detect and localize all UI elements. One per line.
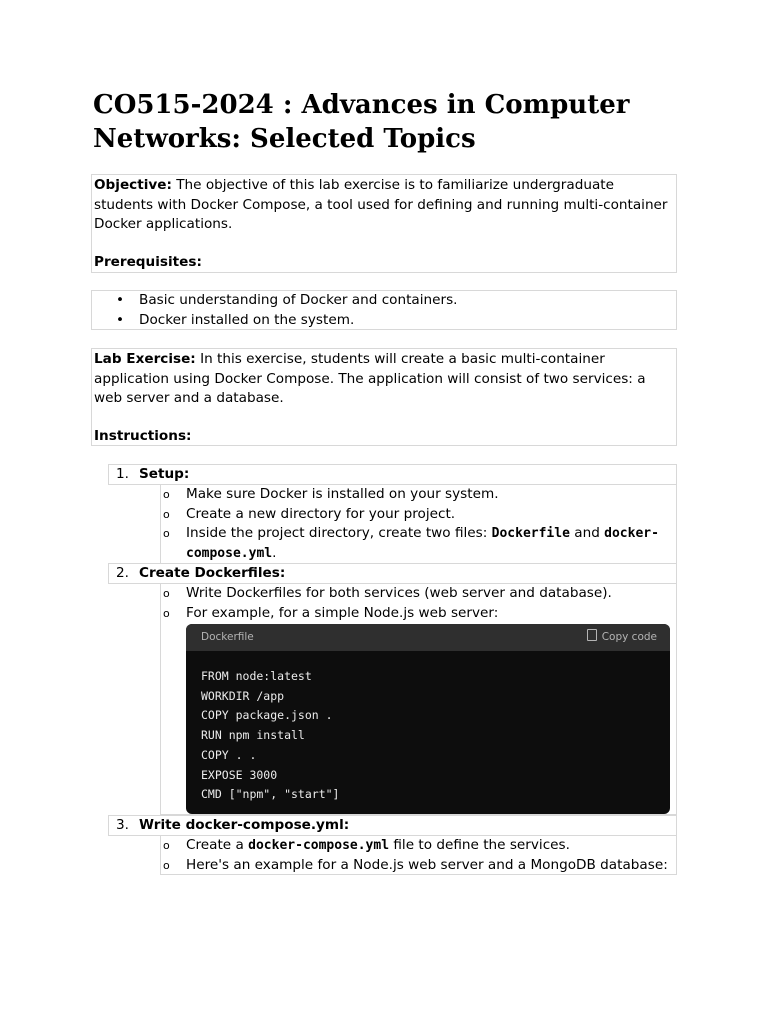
step-title: Setup: <box>139 466 190 482</box>
bullet-icon: • <box>116 311 125 328</box>
code-line: CMD ["npm", "start"] <box>201 787 340 802</box>
bullet-icon: • <box>116 292 125 308</box>
prerequisites-label: Prerequisites: <box>94 253 202 270</box>
code-content <box>186 651 670 805</box>
step-create-dockerfiles <box>108 563 677 584</box>
code-header <box>186 624 670 651</box>
sub-bullet-icon: o <box>163 839 170 852</box>
step-number: 3. <box>116 817 129 833</box>
code-block <box>186 624 670 814</box>
lab-exercise-text: In this exercise, students will create a basic multi-container application using Docker Compose. The application will consist of two services: a web server and a database. <box>94 351 646 407</box>
list-item: o Create a docker-compose.yml file to define the services. <box>161 836 676 856</box>
sub-bullet-icon: o <box>163 527 170 541</box>
list-item: o Here's an example for a Node.js web server and a MongoDB database: <box>161 856 676 876</box>
code-line: COPY . . <box>201 747 257 762</box>
step-setup-items <box>160 484 677 564</box>
objective-section <box>91 174 677 273</box>
step-title: Create Dockerfiles: <box>139 565 286 581</box>
page-title: CO515-2024 : Advances in Computer Networks: Selected Topics <box>93 90 630 154</box>
lab-exercise-section <box>91 348 677 446</box>
lab-exercise-paragraph <box>92 349 676 409</box>
sub-bullet-icon: o <box>163 858 170 872</box>
lab-exercise-label: Lab Exercise: <box>94 351 196 367</box>
objective-label: Objective: <box>94 177 172 193</box>
clipboard-icon <box>587 629 597 641</box>
sub-bullet-icon: o <box>163 606 170 620</box>
sub-bullet-icon: o <box>163 488 170 501</box>
code-language: Dockerfile <box>201 631 254 643</box>
list-item: • Basic understanding of Docker and containers. <box>92 291 676 311</box>
objective-paragraph <box>92 175 676 235</box>
inline-code: docker-compose.yml <box>186 526 659 561</box>
objective-text: The objective of this lab exercise is to familiarize undergraduate students with Docker Compose, a tool used for defining and running multi-container Docker applications. <box>94 177 668 233</box>
step-title: Write docker-compose.yml: <box>139 817 350 833</box>
list-item: o Write Dockerfiles for both services (web server and database). <box>161 584 676 604</box>
sub-bullet-icon: o <box>163 587 170 600</box>
step-number: 2. <box>116 565 129 581</box>
step-write-compose <box>108 815 677 836</box>
step-setup <box>108 464 677 485</box>
code-line: FROM node:latest <box>201 669 312 683</box>
list-item: o Inside the project directory, create two files: Dockerfile and docker-compose.yml. <box>163 525 659 561</box>
sub-bullet-icon: o <box>163 507 170 521</box>
list-item: o Make sure Docker is installed on your system. <box>161 485 676 505</box>
code-line: EXPOSE 3000 <box>201 767 278 782</box>
code-line: WORKDIR /app <box>201 688 285 703</box>
prerequisites-list <box>91 290 677 330</box>
inline-code: docker-compose.yml <box>248 838 390 853</box>
code-line: RUN npm install <box>201 728 305 743</box>
list-item: o Create a new directory for your project. <box>161 505 676 525</box>
list-item: o For example, for a simple Node.js web server: <box>161 604 676 624</box>
list-item: • Docker installed on the system. <box>92 311 676 331</box>
instructions-label: Instructions: <box>94 427 192 444</box>
inline-code: Dockerfile <box>491 526 570 542</box>
step-number: 1. <box>116 466 129 482</box>
step-write-compose-items <box>160 835 677 875</box>
copy-code-button[interactable]: Copy code <box>587 624 657 651</box>
code-line: COPY package.json . <box>201 708 333 723</box>
